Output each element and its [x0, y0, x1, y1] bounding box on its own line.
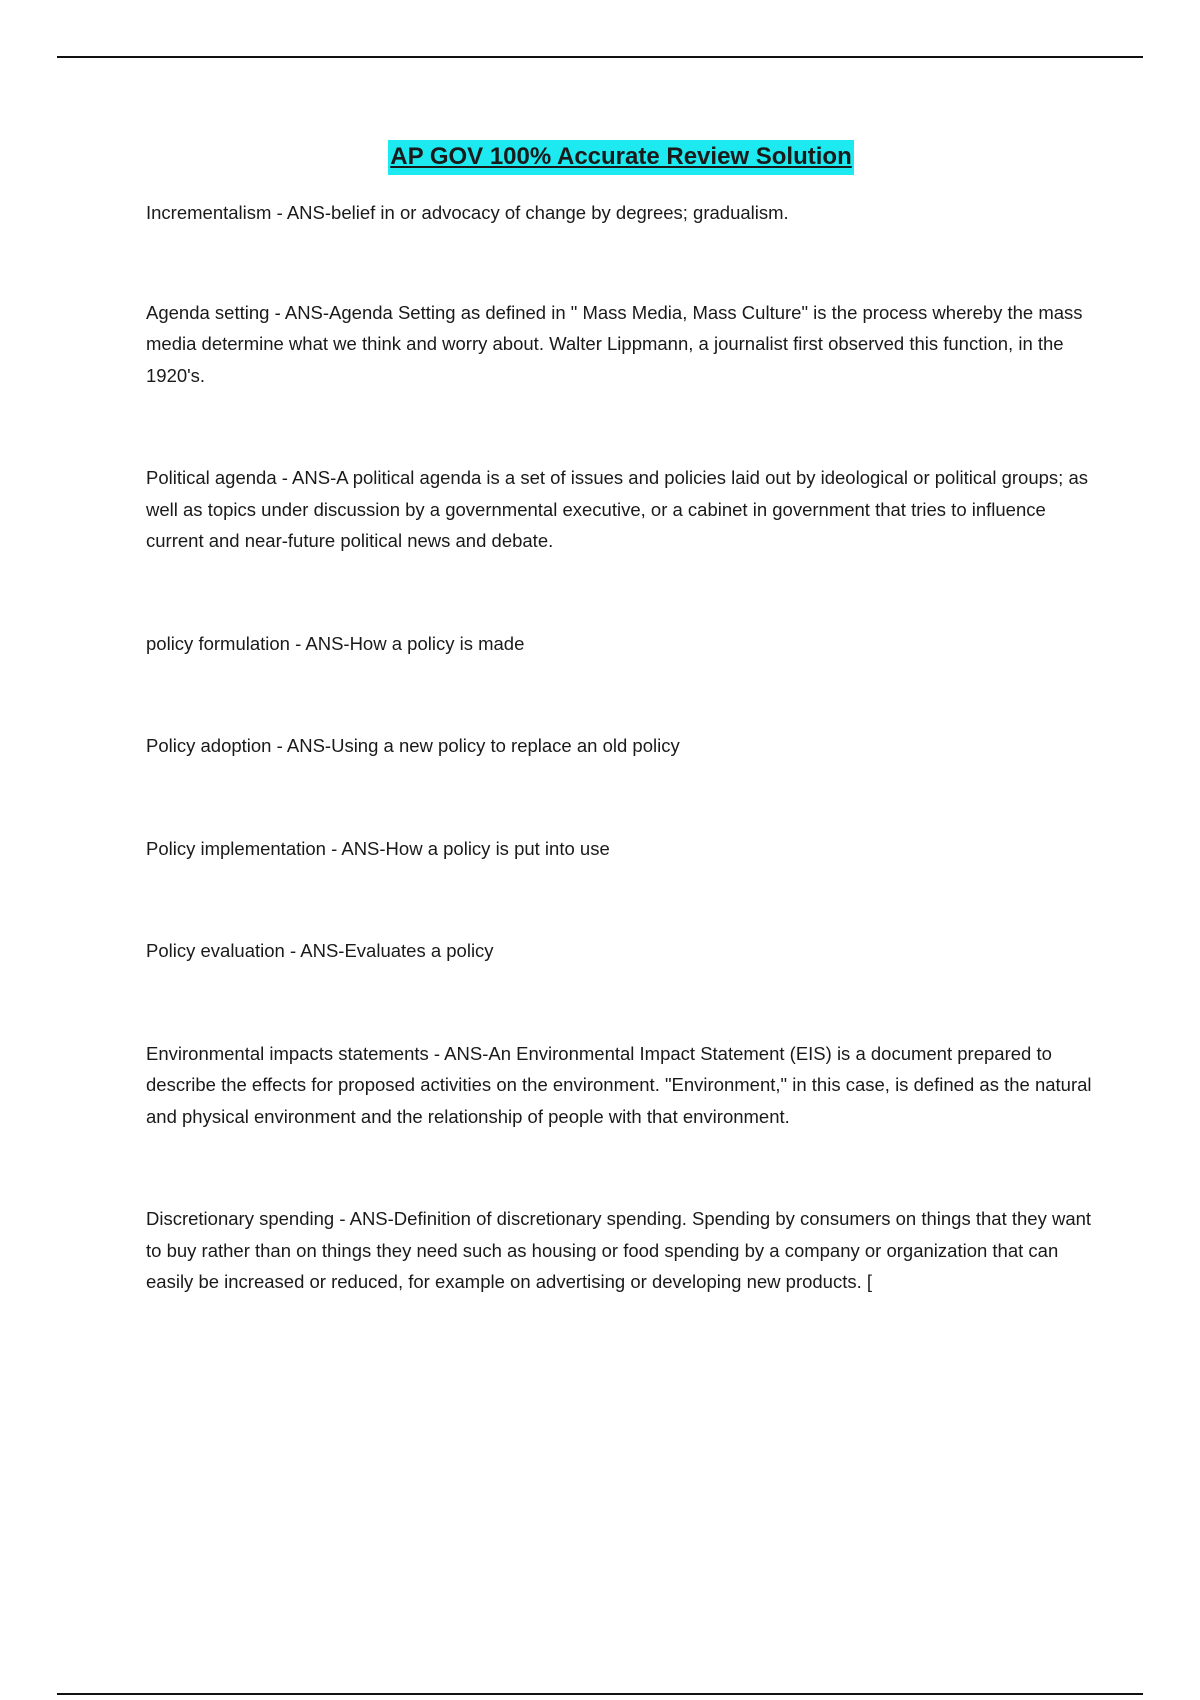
footer-rule [57, 1693, 1143, 1695]
entry-environmental-impact-statements: Environmental impacts statements - ANS-An Environmental Impact Statement (EIS) is a document prepared to describe the effects for proposed activities on the environment. "Environment," in this case, is defined as the natural and physical environment and the relationship of people with that environment. [146, 1042, 1092, 1127]
entry-agenda-setting: Agenda setting - ANS-Agenda Setting as defined in " Mass Media, Mass Culture" is the process whereby the mass media determine what we think and worry about. Walter Lippmann, a journalist first observed this function, in the 1920's. [146, 301, 1083, 386]
entry-policy-implementation: Policy implementation - ANS-How a policy is put into use [146, 837, 610, 859]
entry-incrementalism: Incrementalism - ANS-belief in or advocacy of change by degrees; gradualism. [146, 202, 789, 223]
entry-political-agenda: Political agenda - ANS-A political agenda is a set of issues and policies laid out by ideological or political groups; as well as topics under discussion by a governmental executive, or a cabinet in government that tries to influence current and near-future political news and debate. [146, 467, 1088, 551]
entry-policy-evaluation: Policy evaluation - ANS-Evaluates a policy [146, 940, 494, 961]
title-block [146, 140, 1096, 175]
entry-discretionary-spending: Discretionary spending - ANS-Definition of discretionary spending. Spending by consumers on things that they want to buy rather than on things they need such as housing or food spending by a company or organization that can easily be increased or reduced, for example on advertising or developing new products. [ [146, 1208, 1092, 1292]
document-body [146, 140, 1096, 1298]
entry-policy-formulation: policy formulation - ANS-How a policy is made [146, 632, 525, 654]
document-title: AP GOV 100% Accurate Review Solution [388, 140, 853, 175]
entry-policy-adoption: Policy adoption - ANS-Using a new policy to replace an old policy [146, 735, 680, 756]
header-rule [57, 56, 1143, 58]
